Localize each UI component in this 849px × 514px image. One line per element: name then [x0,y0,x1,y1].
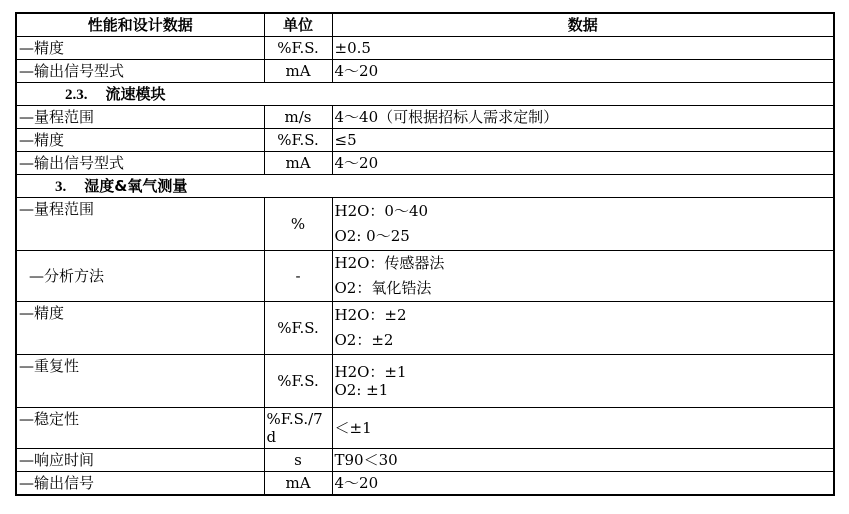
table-row [16,37,834,60]
row-label: —输出信号 [16,472,264,496]
value-line-h2o: H2O：0～40 [334,202,429,220]
row-value: 4～40（可根据招标人需求定制） [332,106,834,129]
row-unit: % [264,198,332,251]
section-title [16,83,834,106]
value-line-o2: O2: 0～25 [334,227,410,245]
value-line-h2o: H2O：传感器法 [334,254,445,272]
section-number: 2.3. [65,86,88,103]
table-row [16,60,834,83]
header-unit: 单位 [264,13,332,37]
table-row [16,129,834,152]
row-label: —输出信号型式 [16,152,264,175]
row-unit: %F.S. [264,37,332,60]
row-value [332,355,834,408]
table-row [16,198,834,251]
row-label: —输出信号型式 [16,60,264,83]
table-row [16,408,834,449]
row-unit: mA [264,472,332,496]
table-row [16,152,834,175]
row-value: ±0.5 [332,37,834,60]
value-line-o2: O2：±2 [334,331,394,349]
row-value: 4～20 [332,152,834,175]
row-unit: mA [264,152,332,175]
section-row-humidity [16,175,834,198]
section-name: 湿度&氧气测量 [84,176,188,195]
section-number: 3. [55,178,67,195]
row-unit: mA [264,60,332,83]
table-header [16,13,834,37]
row-unit: %F.S. [264,129,332,152]
row-label: —精度 [16,129,264,152]
row-label: —稳定性 [16,408,264,449]
row-value: ＜±1 [332,408,834,449]
row-label: —精度 [16,302,264,355]
table-row [16,449,834,472]
row-unit: - [264,251,332,302]
row-unit: %F.S./7d [264,408,332,449]
row-unit: %F.S. [264,302,332,355]
table-row [16,472,834,496]
value-line-o2: O2: ±1 [334,381,389,399]
row-label: —精度 [16,37,264,60]
table-row [16,302,834,355]
row-label: —重复性 [16,355,264,408]
row-value: 4～20 [332,60,834,83]
row-value [332,198,834,251]
row-value [332,251,834,302]
row-value: ≤5 [332,129,834,152]
row-label: —量程范围 [16,106,264,129]
spec-table [15,12,835,496]
value-line-h2o: H2O：±2 [334,306,407,324]
section-name: 流速模块 [105,84,166,103]
row-unit: m/s [264,106,332,129]
table-row [16,106,834,129]
row-label: —响应时间 [16,449,264,472]
row-label: —量程范围 [16,198,264,251]
row-unit: %F.S. [264,355,332,408]
row-unit: s [264,449,332,472]
header-data: 数据 [332,13,834,37]
value-line-h2o: H2O：±1 [334,363,407,381]
value-line-o2: O2：氧化锆法 [334,279,432,297]
section-row-flow [16,83,834,106]
row-value [332,302,834,355]
section-title [16,175,834,198]
row-value: T90＜30 [332,449,834,472]
row-value: 4～20 [332,472,834,496]
row-label: —分析方法 [16,251,264,302]
table-row [16,251,834,302]
header-performance: 性能和设计数据 [16,13,264,37]
table-row [16,355,834,408]
